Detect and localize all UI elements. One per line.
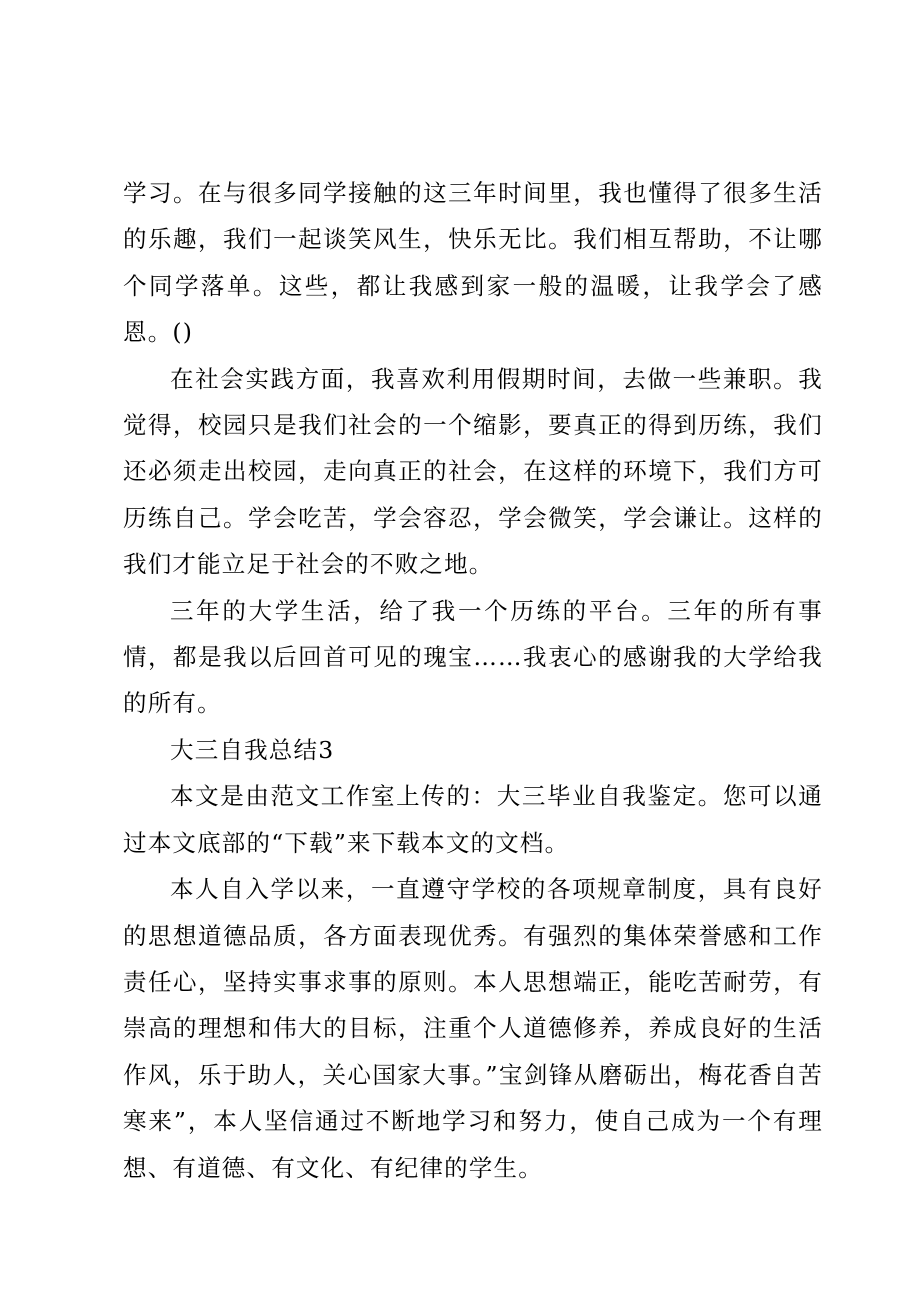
section-heading: 大三自我总结3	[170, 735, 335, 764]
paragraph-university-life: 三年的大学生活，给了我一个历练的平台。三年的所有事情，都是我以后回首可见的瑰宝……我衷心的感谢我的大学给我的所有。	[123, 596, 823, 718]
paragraph-self-assessment: 本人自入学以来，一直遵守学校的各项规章制度，具有良好的思想道德品质，各方面表现优秀。有强烈的集体荣誉感和工作责任心，坚持实事求事的原则。本人思想端正，能吃苦耐劳，有崇高的理想和伟大的目标，注重个人道德修养，养成良好的生活作风，乐于助人，关心国家大事。”宝剑锋从磨砺出，梅花香自苦寒来”，本人坚信通过不断地学习和努力，使自己成为一个有理想、有道德、有文化、有纪律的学生。	[123, 875, 823, 1182]
document-body	[123, 170, 823, 1191]
paragraph-source-note: 本文是由范文工作室上传的：大三毕业自我鉴定。您可以通过本文底部的“下载”来下载本文的文档。	[123, 782, 823, 857]
paragraph-social-practice: 在社会实践方面，我喜欢利用假期时间，去做一些兼职。我觉得，校园只是我们社会的一个缩影，要真正的得到历练，我们还必须走出校园，走向真正的社会，在这样的环境下，我们方可历练自己。学会吃苦，学会容忍，学会微笑，学会谦让。这样的我们才能立足于社会的不败之地。	[123, 364, 823, 579]
paragraph-continuation: 学习。在与很多同学接触的这三年时间里，我也懂得了很多生活的乐趣，我们一起谈笑风生，快乐无比。我们相互帮助，不让哪个同学落单。这些，都让我感到家一般的温暖，让我学会了感恩。()	[123, 179, 823, 347]
